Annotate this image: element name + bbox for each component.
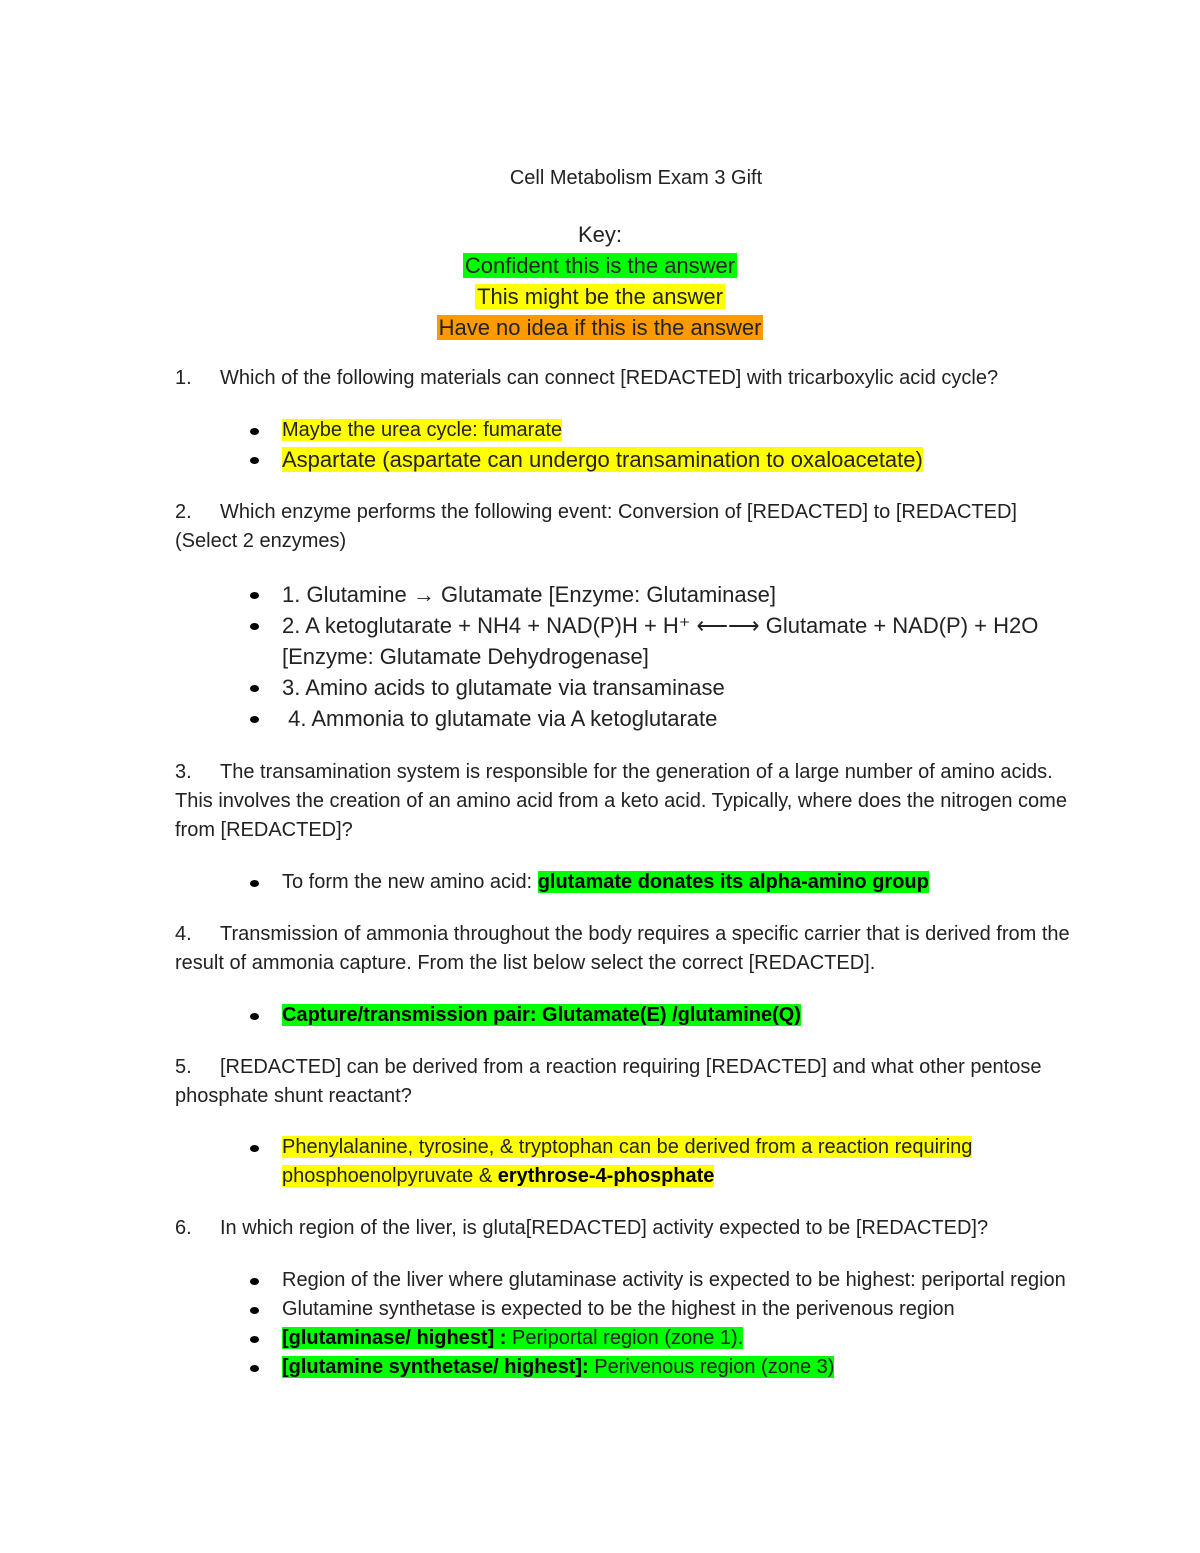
list-item	[248, 416, 1068, 445]
answers-2	[248, 579, 1068, 734]
answer-highlight: glutamate donates its alpha-amino group	[537, 871, 929, 893]
question-text: Transmission of ammonia throughout the body requires a specific carrier that is derived from the result of ammonia capture. From the list below select the correct [REDACTED].	[175, 923, 1070, 974]
color-key	[0, 219, 1200, 343]
question-number: 5.	[175, 1056, 192, 1078]
list-item	[248, 1133, 1068, 1191]
question-4	[175, 920, 1075, 978]
bullet-icon	[250, 685, 259, 692]
question-text: The transamination system is responsible for the generation of a large number of amino acids. This involves the creation of an amino acid from a keto acid. Typically, where does the nitrogen come from [REDACTED]?	[175, 761, 1067, 841]
list-item	[248, 1266, 1068, 1295]
answer-text: Glutamine synthetase is expected to be the highest in the perivenous region	[282, 1298, 955, 1320]
question-5	[175, 1053, 1075, 1111]
answers-1	[248, 416, 1068, 445]
bullet-icon	[250, 1307, 259, 1314]
bullet-icon	[250, 457, 259, 464]
answer-highlight: [glutamine synthetase/ highest]:	[282, 1356, 589, 1378]
question-number: 3.	[175, 761, 192, 783]
question-number: 6.	[175, 1217, 192, 1239]
answers-5	[248, 1133, 1068, 1191]
answer-text: To form the new amino acid:	[282, 871, 538, 893]
list-item	[248, 1324, 1068, 1353]
key-no-idea: Have no idea if this is the answer	[438, 315, 762, 340]
answers-4	[248, 1001, 1068, 1030]
bullet-icon	[250, 592, 259, 599]
answer-text: 4. Ammonia to glutamate via A ketoglutarate	[282, 706, 718, 731]
key-confident: Confident this is the answer	[464, 253, 736, 278]
answer-text: Capture/transmission pair: Glutamate(E) /glutamine(Q)	[282, 1004, 801, 1026]
answer-text: Maybe the urea cycle: fumarate	[282, 419, 563, 441]
question-number: 2.	[175, 501, 192, 523]
answer-highlight: [glutaminase/ highest] :	[282, 1327, 507, 1349]
question-6	[175, 1214, 1075, 1243]
bullet-icon	[250, 1013, 259, 1020]
answers-3	[248, 868, 1068, 897]
list-item	[248, 1353, 1068, 1382]
answers-1b	[248, 444, 1068, 475]
document-title: Cell Metabolism Exam 3 Gift	[509, 167, 763, 189]
answer-text: Perivenous region (zone 3)	[588, 1356, 835, 1378]
answers-6	[248, 1266, 1068, 1382]
answer-text: Periportal region (zone 1).	[506, 1327, 744, 1349]
answer-text: Region of the liver where glutaminase activity is expected to be highest: periportal region	[282, 1269, 1066, 1291]
bullet-icon	[250, 1145, 259, 1152]
question-number: 4.	[175, 923, 192, 945]
bullet-icon	[250, 623, 259, 630]
bullet-icon	[250, 716, 259, 723]
bullet-icon	[250, 1365, 259, 1372]
list-item	[248, 868, 1068, 897]
answer-highlight: erythrose-4-phosphate	[497, 1165, 715, 1187]
question-text: Which enzyme performs the following event: Conversion of [REDACTED] to [REDACTED] (Select 2 enzymes)	[175, 501, 1017, 552]
answer-text: 2. A ketoglutarate + NH4 + NAD(P)H + H⁺ ⟵⟶ Glutamate + NAD(P) + H2O [Enzyme: Glutamate Dehydrogenase]	[282, 613, 1039, 669]
key-label: Key:	[577, 222, 623, 247]
key-maybe: This might be the answer	[477, 284, 723, 309]
list-item	[248, 672, 1068, 703]
bullet-icon	[250, 428, 259, 435]
list-item	[248, 579, 1068, 610]
question-text: In which region of the liver, is gluta[REDACTED] activity expected to be [REDACTED]?	[220, 1217, 989, 1239]
question-3	[175, 758, 1075, 845]
question-text: Which of the following materials can connect [REDACTED] with tricarboxylic acid cycle?	[220, 367, 999, 389]
list-item	[248, 1295, 1068, 1324]
bullet-icon	[250, 1278, 259, 1285]
bullet-icon	[250, 1336, 259, 1343]
question-number: 1.	[175, 367, 192, 389]
answer-text: Aspartate (aspartate can undergo transamination to oxaloacetate)	[282, 447, 923, 472]
bullet-icon	[250, 880, 259, 887]
answer-text: 3. Amino acids to glutamate via transaminase	[282, 675, 725, 700]
answer-text: 1. Glutamine → Glutamate [Enzyme: Glutaminase]	[282, 582, 776, 607]
list-item	[248, 703, 1068, 734]
question-2	[175, 498, 1075, 556]
answer-text: Phenylalanine, tyrosine, & tryptophan can be derived from a reaction requiring phosphoenolpyruvate &	[282, 1136, 973, 1187]
list-item	[248, 610, 1068, 672]
list-item	[248, 1001, 1068, 1030]
question-1	[175, 364, 1075, 393]
question-text: [REDACTED] can be derived from a reaction requiring [REDACTED] and what other pentose phosphate shunt reactant?	[175, 1056, 1042, 1107]
list-item	[248, 444, 1068, 475]
